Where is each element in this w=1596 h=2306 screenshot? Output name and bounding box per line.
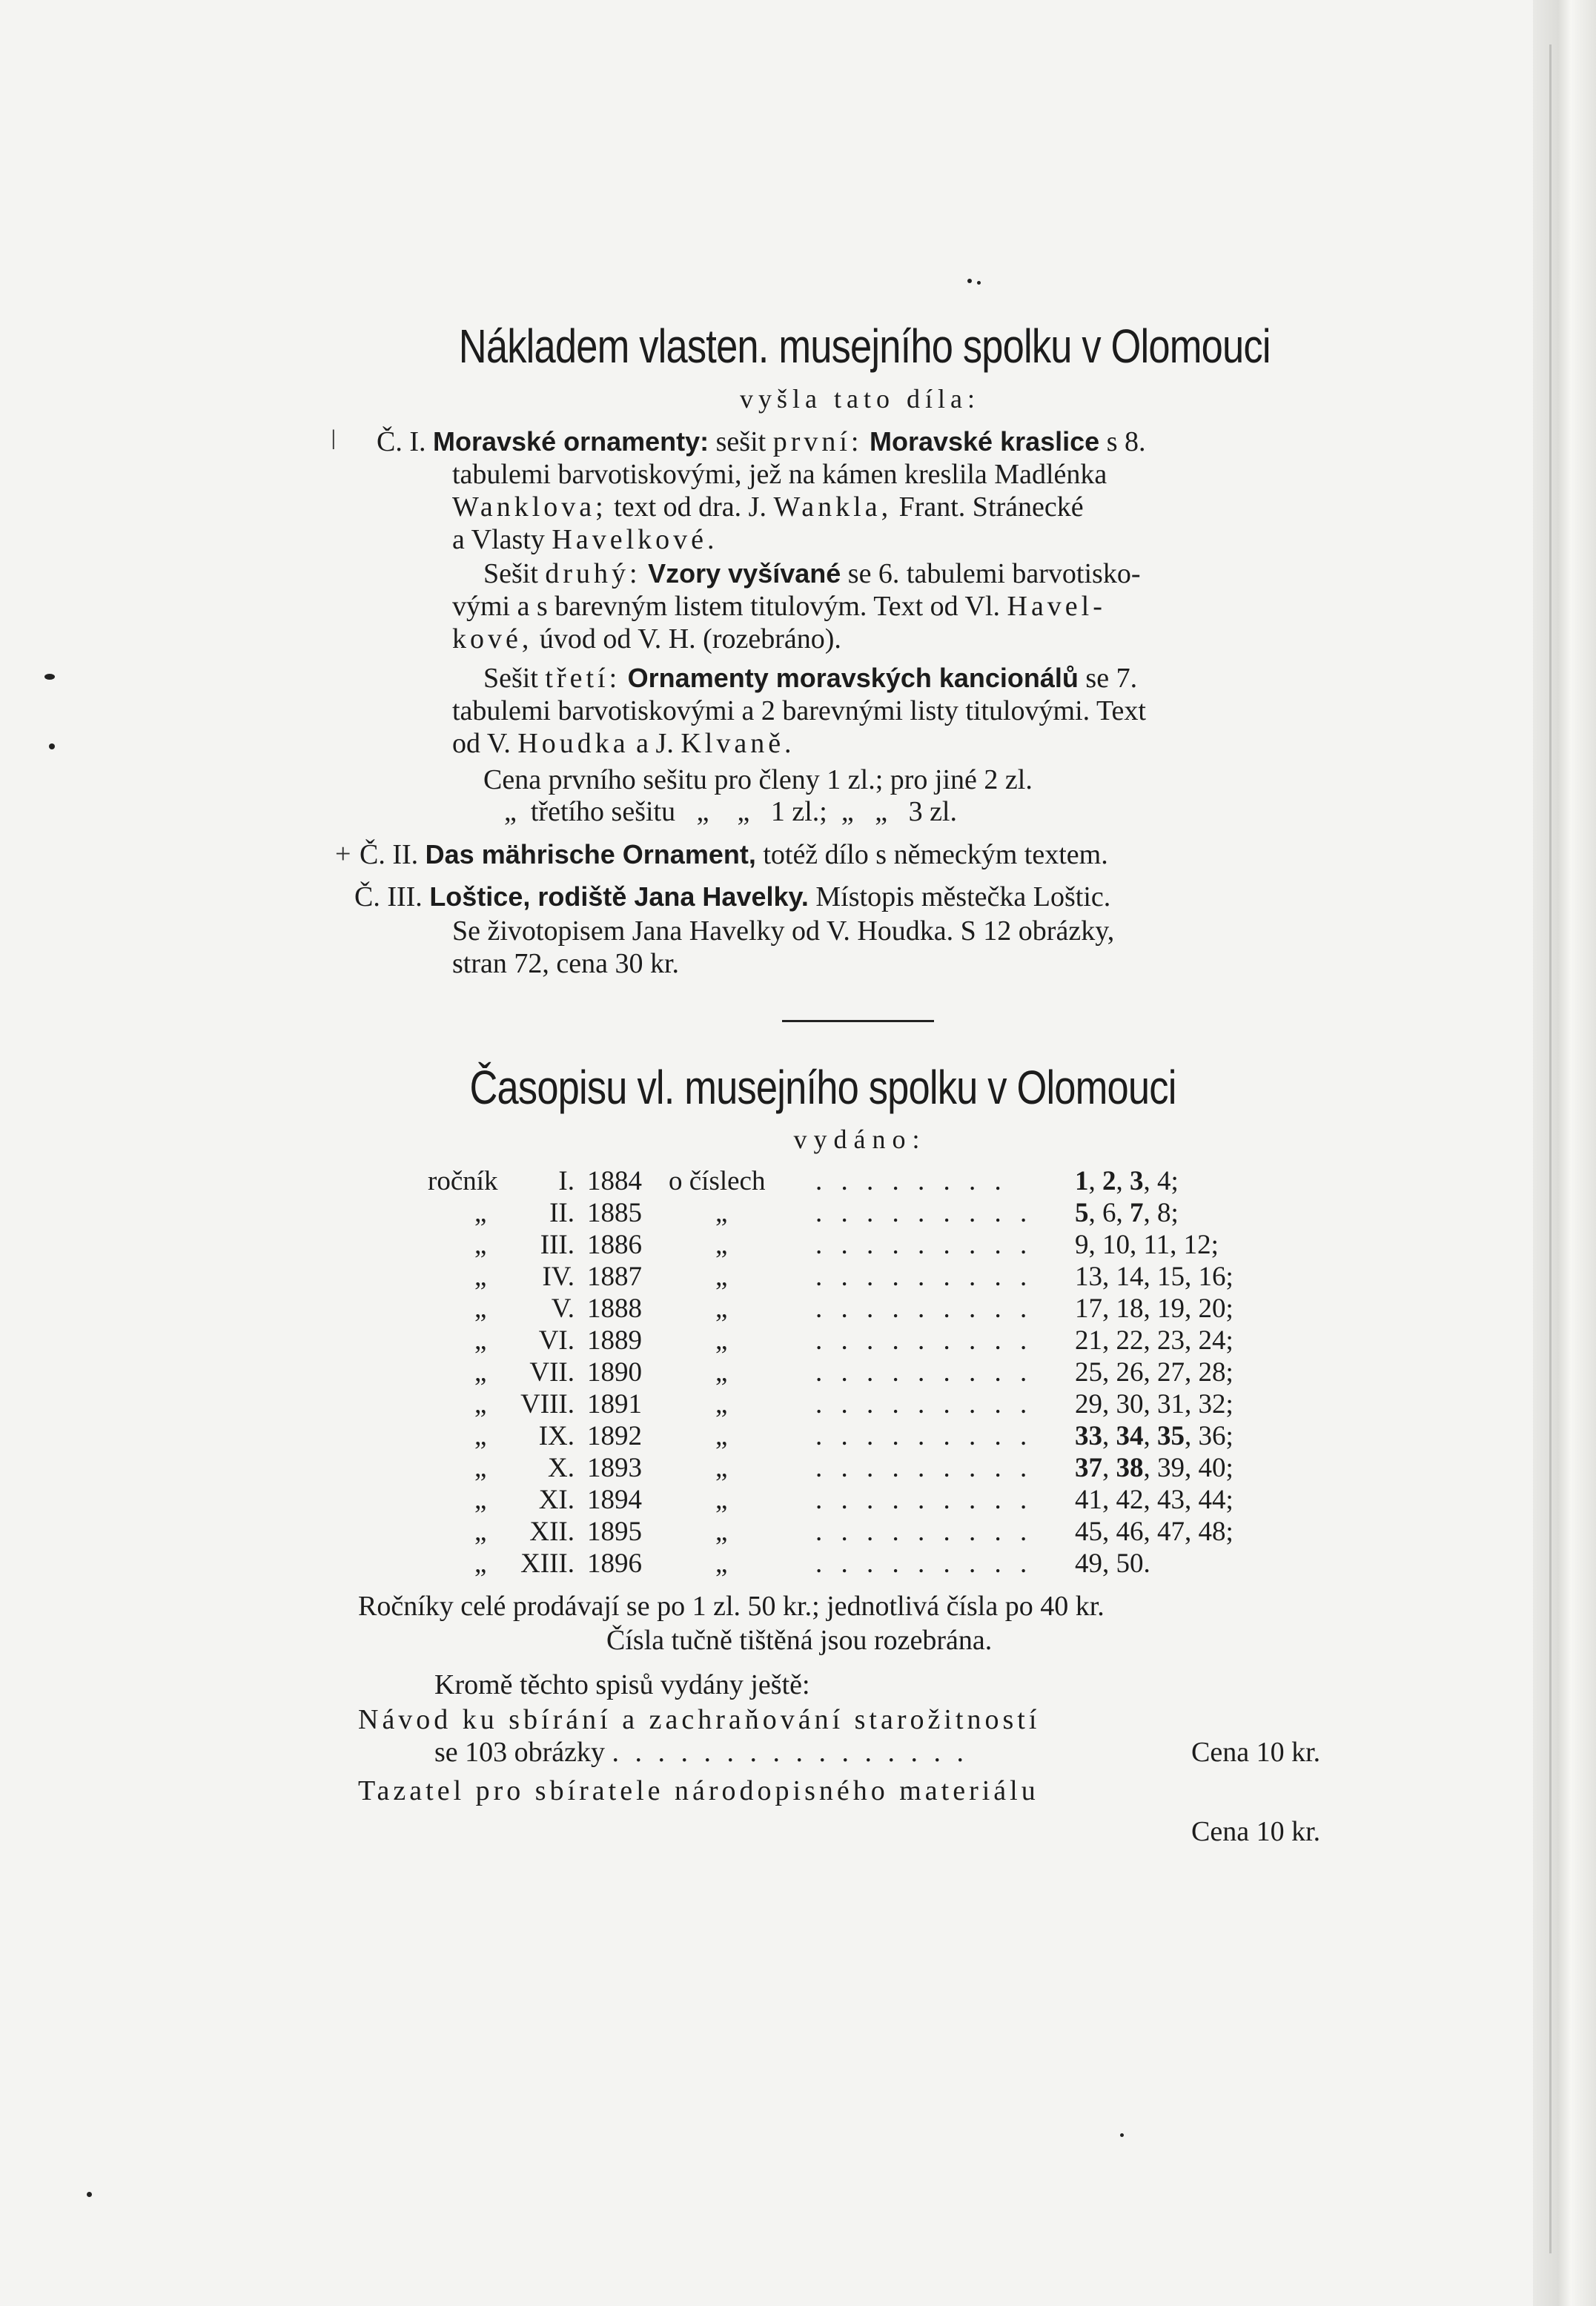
item3-line3: stran 72, cena 30 kr. [452,948,680,979]
row-prefix: ročník [428,1166,498,1196]
row-numbers-label: „ [715,1357,728,1388]
row-issue-numbers [1075,1420,1234,1452]
issue-separator: , [1143,1453,1157,1483]
page-edge-line [1549,44,1552,2253]
row-prefix: „ [474,1517,487,1547]
issue-separator: , [1102,1485,1116,1515]
issue-number: 32; [1198,1389,1234,1419]
row-dots: . . . . . . . . . [815,1198,1033,1228]
item1-l10-mid: a J. [636,728,674,759]
margin-mark: + [335,838,351,869]
row-issue-numbers [1075,1165,1179,1197]
row-prefix: „ [474,1421,487,1451]
issue-number: 28; [1198,1357,1234,1388]
item1-l3-mid: text od dra. J. [614,491,766,523]
row-numbers-label: „ [715,1389,728,1419]
issue-separator: , [1102,1293,1116,1324]
item1-l7-spaced: kové, [452,623,533,655]
issue-number: 45 [1075,1517,1102,1547]
issue-number: 38 [1116,1453,1144,1483]
item1-l6-spaced: Havel- [1007,591,1106,622]
row-numbers-label: „ [715,1293,728,1324]
row-volume: XIII. [520,1548,575,1579]
item2-line1 [360,838,1108,871]
item1-l4-a: a Vlasty [452,524,545,555]
extra-intro: Kromě těchto spisů vydány ještě: [434,1669,810,1700]
issue-number: 1 [1075,1166,1089,1196]
row-dots: . . . . . . . . . [815,1389,1033,1419]
row-numbers-label: „ [715,1325,728,1356]
issue-number: 22 [1116,1325,1144,1356]
issue-number: 13 [1075,1262,1102,1292]
row-issue-numbers [1075,1197,1179,1229]
item1-line8 [483,662,1137,695]
row-dots: . . . . . . . . . [815,1262,1033,1292]
issue-separator: , [1185,1357,1199,1388]
margin-mark: ǀ [331,425,337,456]
item1-l4-spaced: Havelkové. [552,524,718,555]
issue-number: 12; [1183,1230,1219,1260]
item1-l8-end: se 7. [1085,663,1138,694]
item1-line10 [452,727,795,760]
issue-number: 43 [1157,1485,1185,1515]
row-year: 1894 [587,1485,642,1515]
item2-rest: totéž dílo s německým textem. [763,839,1108,870]
extra1-line2 [434,1736,968,1769]
row-volume: I. [558,1166,575,1196]
item1-l3-spaced: Wanklova; [452,491,607,523]
row-numbers-label: „ [715,1485,728,1515]
issue-number: 48; [1198,1517,1234,1547]
extra1-title: Návod ku sbírání a zachraňování starožitností [358,1704,1041,1735]
issue-separator: , [1185,1485,1199,1515]
section-divider [782,1020,934,1022]
issue-number: 41 [1075,1485,1102,1515]
item1-l1-end: s 8. [1106,426,1146,457]
extra1-price: Cena 10 kr. [1191,1737,1321,1768]
row-year: 1890 [587,1357,642,1388]
issue-number: 10 [1102,1230,1130,1260]
issue-number: 47 [1157,1517,1185,1547]
row-dots: . . . . . . . . [815,1166,1007,1196]
ink-speck [49,743,55,749]
issue-separator: , [1185,1293,1199,1324]
row-issue-numbers [1075,1484,1234,1516]
issue-number: 37 [1075,1453,1102,1483]
note-prices: Ročníky celé prodávají se po 1 zl. 50 kr.; jednotlivá čísla po 40 kr. [358,1591,1105,1622]
item1-line2: tabulemi barvotiskovými, jež na kámen kreslila Madlénka [452,459,1107,490]
item1-line4 [452,523,718,556]
row-prefix: „ [474,1453,487,1483]
issue-separator: , [1143,1293,1157,1324]
row-prefix: „ [474,1485,487,1515]
item1-l8-bold: Ornamenty moravských kancionálů [627,663,1079,693]
issue-separator: , [1088,1198,1102,1228]
row-year: 1887 [587,1262,642,1292]
row-volume: III. [540,1230,575,1260]
row-year: 1885 [587,1198,642,1228]
item1-l1-spaced: první: [772,426,863,457]
issue-separator: , [1185,1517,1199,1547]
issue-number: 17 [1075,1293,1102,1324]
issue-number: 34 [1116,1421,1144,1451]
row-dots: . . . . . . . . . [815,1517,1033,1547]
item1-l1-mid: sešit [715,426,766,457]
issue-separator: , [1143,1421,1157,1451]
issue-number: 49 [1075,1548,1102,1579]
issue-number: 40; [1198,1453,1234,1483]
item1-line7 [452,623,841,655]
issue-number: 4; [1157,1166,1179,1196]
item1-l3-spaced2: Wankla, [773,491,893,523]
section2-subheading: vydáno: [793,1124,927,1154]
page-edge [1533,0,1596,2306]
row-year: 1893 [587,1453,642,1483]
item1-l10-spaced2: Klvaně. [681,728,795,759]
issue-separator: , [1170,1230,1184,1260]
section2-heading: Časopisu vl. musejního spolku v Olomouci [469,1061,1176,1114]
item2-label: Č. II. [360,839,419,870]
row-dots: . . . . . . . . . [815,1548,1033,1579]
item1-l5-spaced: druhý: [545,558,641,589]
row-volume: V. [551,1293,575,1324]
issue-number: 27 [1157,1357,1185,1388]
item1-line5 [483,557,1140,590]
issue-separator: , [1143,1198,1157,1228]
row-year: 1888 [587,1293,642,1324]
issue-separator: , [1185,1389,1199,1419]
issue-number: 3 [1130,1166,1144,1196]
row-numbers-label: „ [715,1421,728,1451]
issue-separator: , [1143,1485,1157,1515]
row-prefix: „ [474,1230,487,1260]
issue-number: 7 [1130,1198,1144,1228]
item1-l5-bold: Vzory vyšívané [648,558,841,589]
row-numbers-label: „ [715,1230,728,1260]
issue-number: 35 [1157,1421,1185,1451]
row-dots: . . . . . . . . . [815,1421,1033,1451]
row-year: 1895 [587,1517,642,1547]
row-issue-numbers [1075,1261,1234,1293]
issue-separator: , [1102,1389,1116,1419]
issue-number: 30 [1116,1389,1144,1419]
item1-line6 [452,590,1106,623]
issue-separator: , [1102,1453,1116,1483]
item1-l5-end: se 6. tabulemi barvotisko- [847,558,1141,589]
issue-separator: , [1130,1230,1144,1260]
issue-number: 31 [1157,1389,1185,1419]
item1-label: Č. I. [377,426,426,457]
section1-heading: Nákladem vlasten. musejního spolku v Olomouci [458,319,1271,373]
row-issue-numbers [1075,1388,1234,1420]
row-prefix: „ [474,1198,487,1228]
row-year: 1889 [587,1325,642,1356]
issue-number: 18 [1116,1293,1144,1324]
issue-number: 39 [1157,1453,1185,1483]
item1-l1-bold: Moravské kraslice [869,426,1100,457]
issue-number: 25 [1075,1357,1102,1388]
issue-number: 14 [1116,1262,1144,1292]
row-year: 1896 [587,1548,642,1579]
issue-number: 50. [1116,1548,1150,1579]
issue-number: 42 [1116,1485,1144,1515]
item1-price2: „ třetího sešitu „ „ 1 zl.; „ „ 3 zl. [504,796,957,827]
row-numbers-label: o číslech [669,1166,766,1196]
issue-number: 44; [1198,1485,1234,1515]
row-issue-numbers [1075,1548,1150,1580]
section1-subheading: vyšla tato díla: [740,384,980,414]
issue-separator: , [1102,1262,1116,1292]
item1-line3 [452,491,1084,523]
row-numbers-label: „ [715,1453,728,1483]
issue-number: 26 [1116,1357,1144,1388]
issue-number: 23 [1157,1325,1185,1356]
issue-separator: , [1116,1198,1130,1228]
row-numbers-label: „ [715,1198,728,1228]
row-volume: IX. [538,1421,575,1451]
row-volume: VII. [529,1357,575,1388]
item1-l10-spaced: Houdka [517,728,629,759]
row-issue-numbers [1075,1516,1234,1548]
row-numbers-label: „ [715,1262,728,1292]
row-volume: VI. [538,1325,575,1356]
issue-separator: , [1185,1262,1199,1292]
issue-separator: , [1088,1166,1102,1196]
extra1-count: se 103 obrázky [434,1737,606,1768]
issue-separator: , [1102,1517,1116,1547]
row-dots: . . . . . . . . . [815,1357,1033,1388]
issue-number: 15 [1157,1262,1185,1292]
note-bold-sold-out: Čísla tučně tištěná jsou rozebrána. [606,1625,993,1656]
issue-number: 29 [1075,1389,1102,1419]
row-prefix: „ [474,1389,487,1419]
ink-speck [967,279,972,283]
row-numbers-label: „ [715,1548,728,1579]
extra2-title: Tazatel pro sbíratele národopisného materiálu [358,1775,1039,1806]
issue-separator: , [1185,1421,1199,1451]
issue-number: 2 [1102,1166,1116,1196]
row-issue-numbers [1075,1356,1234,1388]
item3-label: Č. III. [354,881,423,912]
issue-separator: , [1102,1357,1116,1388]
item1-l7-end: úvod od V. H. (rozebráno). [539,623,841,655]
row-volume: X. [548,1453,575,1483]
row-issue-numbers [1075,1229,1219,1261]
issue-number: 46 [1116,1517,1144,1547]
row-prefix: „ [474,1293,487,1324]
extra1-dots: . . . . . . . . . . . . . . . . [612,1737,969,1768]
row-volume: XII. [529,1517,575,1547]
issue-separator: , [1143,1389,1157,1419]
extra2-price: Cena 10 kr. [1191,1816,1321,1847]
row-prefix: „ [474,1548,487,1579]
item1-l8-spaced: třetí: [545,663,621,694]
issue-separator: , [1102,1325,1116,1356]
issue-separator: , [1143,1517,1157,1547]
row-dots: . . . . . . . . . [815,1230,1033,1260]
issue-number: 36; [1198,1421,1234,1451]
issue-separator: , [1102,1548,1116,1579]
item1-price1: Cena prvního sešitu pro členy 1 zl.; pro jiné 2 zl. [483,764,1033,795]
ink-speck [87,2192,92,2197]
row-numbers-label: „ [715,1517,728,1547]
ink-speck [977,281,981,285]
row-volume: II. [549,1198,575,1228]
ink-speck [1120,2133,1124,2137]
item3-line1 [354,881,1110,913]
item3-line2: Se životopisem Jana Havelky od V. Houdka. S 12 obrázky, [452,915,1115,947]
issue-number: 5 [1075,1198,1089,1228]
row-volume: VIII. [520,1389,575,1419]
issue-separator: , [1143,1166,1157,1196]
item3-rest: Místopis městečka Loštic. [815,881,1111,912]
issue-number: 9 [1075,1230,1089,1260]
row-dots: . . . . . . . . . [815,1325,1033,1356]
item2-title: Das mährische Ornament, [425,839,756,869]
row-volume: IV. [542,1262,575,1292]
item1-l8-a: Sešit [483,663,538,694]
item1-line9: tabulemi barvotiskovými a 2 barevnými listy titulovými. Text [452,695,1146,726]
issue-separator: , [1088,1230,1102,1260]
issue-separator: , [1102,1421,1116,1451]
issue-number: 21 [1075,1325,1102,1356]
issue-number: 6 [1102,1198,1116,1228]
row-prefix: „ [474,1325,487,1356]
row-issue-numbers [1075,1293,1234,1325]
issue-number: 20; [1198,1293,1234,1324]
row-volume: XI. [538,1485,575,1515]
issue-number: 33 [1075,1421,1102,1451]
item1-l3-end: Frant. Stránecké [898,491,1084,523]
item1-l6: vými a s barevným listem titulovým. Text od Vl. [452,591,1000,622]
row-dots: . . . . . . . . . [815,1485,1033,1515]
issue-number: 19 [1157,1293,1185,1324]
row-prefix: „ [474,1262,487,1292]
issue-number: 11 [1143,1230,1170,1260]
issue-separator: , [1143,1262,1157,1292]
item1-title: Moravské ornamenty: [433,426,709,457]
item1-line1 [377,425,1146,458]
issue-number: 16; [1198,1262,1234,1292]
issue-separator: , [1116,1166,1130,1196]
row-year: 1884 [587,1166,642,1196]
issue-number: 24; [1198,1325,1234,1356]
row-year: 1892 [587,1421,642,1451]
row-issue-numbers [1075,1325,1234,1356]
ink-speck [44,674,55,680]
row-year: 1891 [587,1389,642,1419]
issue-separator: , [1143,1357,1157,1388]
issue-separator: , [1185,1453,1199,1483]
row-dots: . . . . . . . . . [815,1453,1033,1483]
row-year: 1886 [587,1230,642,1260]
issue-number: 8; [1157,1198,1179,1228]
item1-l10-a: od V. [452,728,511,759]
row-issue-numbers [1075,1452,1234,1484]
issue-separator: , [1143,1325,1157,1356]
row-dots: . . . . . . . . . [815,1293,1033,1324]
issue-separator: , [1185,1325,1199,1356]
row-prefix: „ [474,1357,487,1388]
item3-title: Loštice, rodiště Jana Havelky. [429,881,809,912]
item1-l5-a: Sešit [483,558,538,589]
